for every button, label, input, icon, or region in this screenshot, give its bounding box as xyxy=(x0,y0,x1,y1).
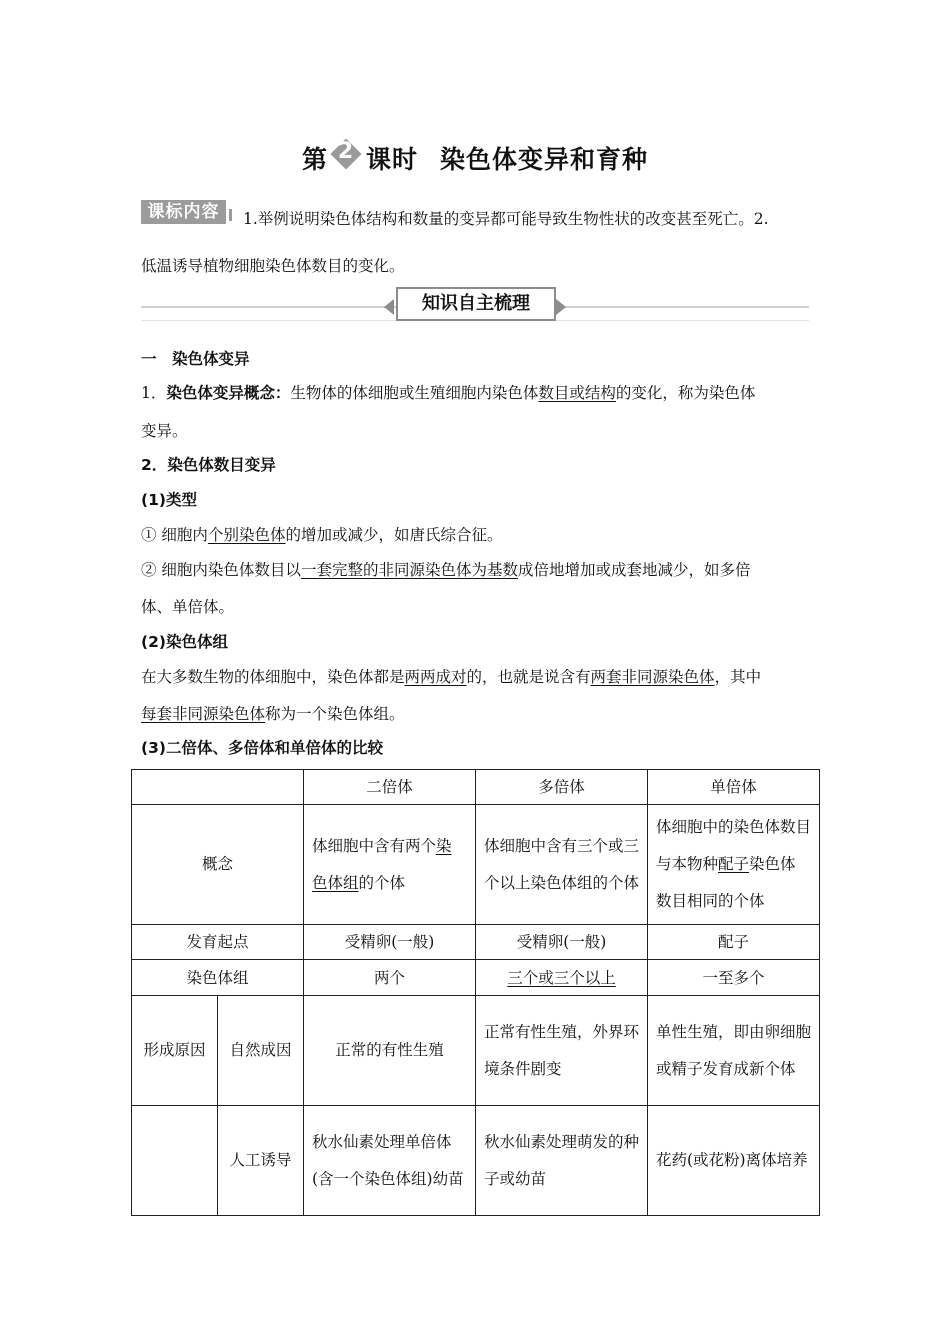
comparison-table xyxy=(131,769,820,1216)
lesson-number-badge xyxy=(330,138,364,172)
genome-paragraph-cont: 每套非同源染色体称为一个染色体组。 xyxy=(141,705,405,723)
table-cell: 受精卵(一般) xyxy=(304,925,476,960)
row-label: 发育起点 xyxy=(132,925,304,960)
type-item-2-cont: 体、单倍体。 xyxy=(141,598,235,616)
table-cell: 体细胞中含有两个染色体组的个体 xyxy=(304,805,476,925)
header-cell: 多倍体 xyxy=(476,770,648,805)
fill-blank: 两两成对 xyxy=(404,668,467,686)
row-label: 染色体组 xyxy=(132,960,304,996)
banner-right-arrow-icon xyxy=(556,299,566,315)
badge-marker xyxy=(229,209,232,221)
section-heading: 一 染色体变异 xyxy=(141,350,250,368)
row-label: 概念 xyxy=(132,805,304,925)
table-cell: 单性生殖，即由卵细胞或精子发育成新个体 xyxy=(648,996,820,1106)
title-main: 染色体变异和育种 xyxy=(440,145,649,174)
fill-blank: 配子 xyxy=(718,855,750,873)
subheading-genome: (2)染色体组 xyxy=(141,633,228,651)
header-cell xyxy=(132,770,304,805)
type-item-1: ① 细胞内个别染色体的增加或减少，如唐氏综合征。 xyxy=(141,526,503,544)
row-label: 人工诱导 xyxy=(218,1106,304,1216)
header-cell: 单倍体 xyxy=(648,770,820,805)
fill-blank: 数目或结构 xyxy=(538,384,616,402)
fill-blank: 一套完整的非同源染色体为基数 xyxy=(300,561,518,579)
standard-line-1: 1.举例说明染色体结构和数量的变异都可能导致生物性状的改变甚至死亡。2. xyxy=(243,210,769,228)
header-cell: 二倍体 xyxy=(304,770,476,805)
row-group-label: 形成原因 xyxy=(132,996,218,1106)
banner-left-arrow-icon xyxy=(384,299,394,315)
fill-blank: 两套非同源染色体 xyxy=(590,668,715,686)
type-item-2: ② 细胞内染色体数目以一套完整的非同源染色体为基数成倍地增加或成套地减少，如多倍 xyxy=(141,561,751,579)
table-row xyxy=(132,805,820,925)
standard-line-2: 低温诱导植物细胞染色体数目的变化。 xyxy=(141,257,405,275)
table-cell: 正常有性生殖，外界环境条件剧变 xyxy=(476,996,648,1106)
standard-badge: 课标内容 xyxy=(141,200,226,224)
empty-cell xyxy=(132,1106,218,1216)
fill-blank: 三个或三个以上 xyxy=(507,968,616,987)
fill-blank: 每套非同源染色体 xyxy=(141,705,266,723)
table-row xyxy=(132,925,820,960)
table-row xyxy=(132,996,820,1106)
row-label: 自然成因 xyxy=(218,996,304,1106)
subheading-2: 2．染色体数目变异 xyxy=(141,456,276,474)
table-cell: 秋水仙素处理萌发的种子或幼苗 xyxy=(476,1106,648,1216)
table-cell: 体细胞中的染色体数目与本物种配子染色体数目相同的个体 xyxy=(648,805,820,925)
table-cell: 两个 xyxy=(304,960,476,996)
fill-blank: 染色体组 xyxy=(312,836,452,892)
table-cell: 受精卵(一般) xyxy=(476,925,648,960)
table-cell: 花药(或花粉)离体培养 xyxy=(648,1106,820,1216)
subheading-compare: (3)二倍体、多倍体和单倍体的比较 xyxy=(141,739,383,757)
p1-label: 染色体变异概念： xyxy=(166,384,291,402)
genome-paragraph: 在大多数生物的体细胞中，染色体都是两两成对的，也就是说含有两套非同源染色体，其中 xyxy=(141,668,762,686)
table-cell: 正常的有性生殖 xyxy=(304,996,476,1106)
fill-blank: 个别染色体 xyxy=(207,526,286,544)
table-cell: 秋水仙素处理单倍体(含一个染色体组)幼苗 xyxy=(304,1106,476,1216)
table-row xyxy=(132,1106,820,1216)
table-cell: 体细胞中含有三个或三个以上染色体组的个体 xyxy=(476,805,648,925)
title-suffix: 课时 xyxy=(365,145,418,174)
subheading-types: (1)类型 xyxy=(141,491,197,509)
table-header-row xyxy=(132,770,820,805)
table-cell: 一至多个 xyxy=(648,960,820,996)
title-prefix: 第 xyxy=(301,145,328,174)
lesson-number: 2 xyxy=(337,139,355,164)
page-title xyxy=(0,138,950,176)
paragraph-1-cont: 变异。 xyxy=(141,422,188,440)
table-row xyxy=(132,960,820,996)
section-banner: 知识自主梳理 xyxy=(396,287,556,321)
paragraph-1: 1．染色体变异概念：生物体的体细胞或生殖细胞内染色体数目或结构的变化，称为染色体 xyxy=(141,384,756,402)
table-cell: 配子 xyxy=(648,925,820,960)
